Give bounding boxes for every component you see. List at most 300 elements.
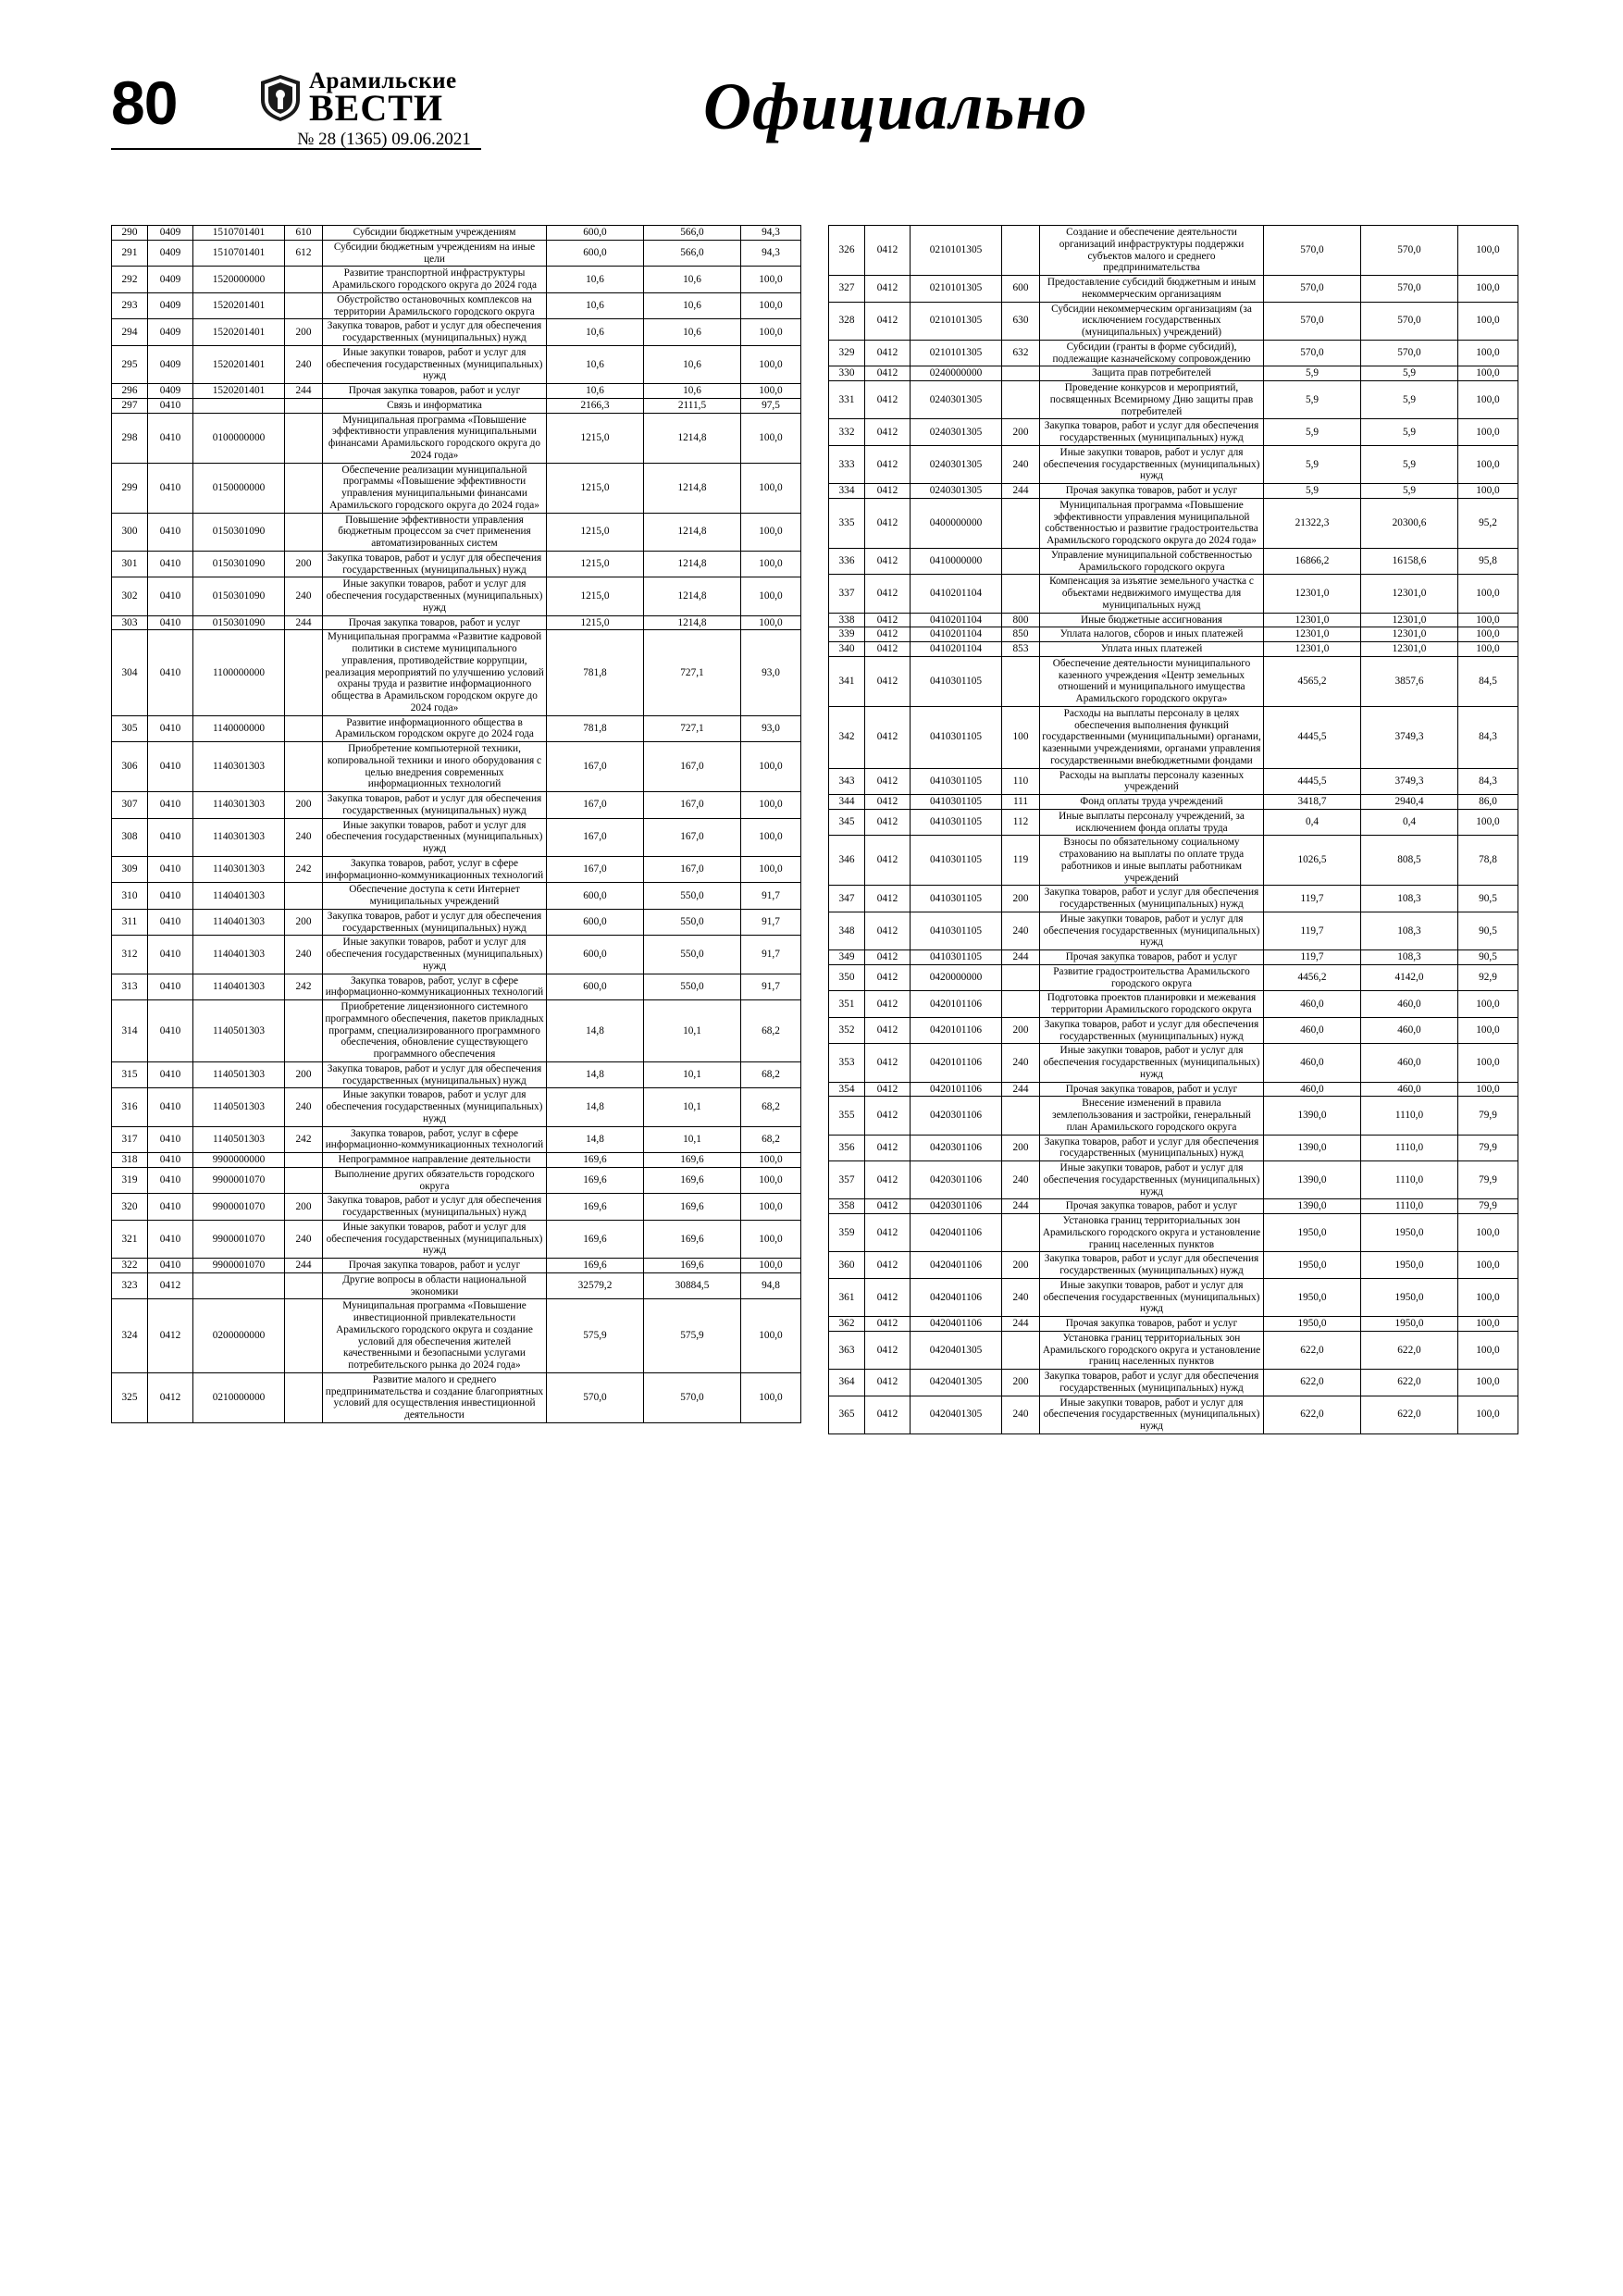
table-cell: 1140000000 (193, 715, 285, 742)
table-cell: 550,0 (644, 936, 741, 974)
table-cell (1002, 1331, 1040, 1369)
table-cell: 0410301105 (911, 912, 1002, 949)
table-cell: 0409 (148, 384, 193, 399)
table-cell: 100,0 (741, 792, 801, 819)
table-cell: 12301,0 (1361, 642, 1458, 657)
table-cell: 9900001070 (193, 1220, 285, 1258)
table-cell: 304 (112, 630, 148, 715)
table-cell: 169,6 (644, 1167, 741, 1194)
table-cell: 360 (829, 1252, 865, 1279)
table-cell: Развитие информационного общества в Арамильском городском округе до 2024 года (323, 715, 547, 742)
table-cell: 330 (829, 366, 865, 381)
table-cell: Закупка товаров, работ и услуг для обеспечения государственных (муниципальных) нужд (1040, 1252, 1264, 1279)
table-cell: 100,0 (1458, 1317, 1518, 1332)
table-cell: 100,0 (1458, 809, 1518, 836)
table-cell: 600,0 (547, 226, 644, 241)
table-cell: 244 (285, 615, 323, 630)
table-row (112, 463, 801, 513)
table-cell: 1215,0 (547, 577, 644, 615)
table-cell: Управление муниципальной собственностью Арамильского городского округа (1040, 548, 1264, 575)
table-cell: 0412 (865, 1252, 911, 1279)
table-cell: 10,6 (547, 345, 644, 383)
table-cell: 91,7 (741, 883, 801, 910)
table-cell: 68,2 (741, 1088, 801, 1126)
table-cell: 94,3 (741, 240, 801, 267)
table-cell: 340 (829, 642, 865, 657)
table-cell: 0412 (865, 950, 911, 965)
table-cell: 119,7 (1264, 912, 1361, 949)
table-cell: Муниципальная программа «Повышение эффективности управления муниципальной собственностью и развитие градостроительства Арамильского городского округа до 2024 года» (1040, 498, 1264, 548)
table-cell: 321 (112, 1220, 148, 1258)
table-cell: 0100000000 (193, 413, 285, 463)
table-cell: 16158,6 (1361, 548, 1458, 575)
table-cell: 550,0 (644, 909, 741, 936)
table-cell (285, 398, 323, 413)
table-cell: 0210101305 (911, 340, 1002, 366)
table-cell: Внесение изменений в правила землепользования и застройки, генеральный план Арамильского городского округа (1040, 1097, 1264, 1135)
table-row (829, 886, 1518, 912)
table-row (112, 1194, 801, 1221)
table-cell: 339 (829, 627, 865, 642)
table-row (829, 340, 1518, 366)
table-cell: 100,0 (741, 615, 801, 630)
table-cell: 10,6 (644, 267, 741, 293)
table-cell: 313 (112, 974, 148, 1000)
table-cell: 119,7 (1264, 950, 1361, 965)
table-cell: 1140301303 (193, 742, 285, 792)
table-cell: 100,0 (741, 1372, 801, 1422)
table-cell: Подготовка проектов планировки и межевания территории Арамильского городского округа (1040, 991, 1264, 1018)
table-cell: 0420101106 (911, 1082, 1002, 1097)
table-row (829, 1396, 1518, 1433)
table-cell: 32579,2 (547, 1272, 644, 1299)
table-cell: 0409 (148, 226, 193, 241)
table-cell: 550,0 (644, 974, 741, 1000)
table-cell: 200 (1002, 1370, 1040, 1396)
table-cell: 622,0 (1361, 1331, 1458, 1369)
table-cell: Непрограммное направление деятельности (323, 1153, 547, 1168)
table-cell (1002, 1214, 1040, 1252)
table-cell: 1215,0 (547, 551, 644, 577)
table-cell: 100,0 (1458, 1082, 1518, 1097)
table-cell: Закупка товаров, работ и услуг для обеспечения государственных (муниципальных) нужд (1040, 1370, 1264, 1396)
table-cell: 0150301090 (193, 615, 285, 630)
table-cell: 301 (112, 551, 148, 577)
table-cell (285, 883, 323, 910)
table-cell (285, 1000, 323, 1062)
table-row (112, 413, 801, 463)
table-cell: 0410 (148, 856, 193, 883)
table-cell: 302 (112, 577, 148, 615)
table-cell: Прочая закупка товаров, работ и услуг (323, 384, 547, 399)
table-cell: 290 (112, 226, 148, 241)
table-cell: 0420401305 (911, 1396, 1002, 1433)
table-cell: Иные выплаты персоналу учреждений, за исключением фонда оплаты труда (1040, 809, 1264, 836)
table-row (112, 384, 801, 399)
table-cell: 0412 (865, 1370, 911, 1396)
table-cell: 610 (285, 226, 323, 241)
table-cell: 1215,0 (547, 615, 644, 630)
table-cell: 5,9 (1264, 484, 1361, 499)
table-row (829, 1135, 1518, 1161)
table-cell: 111 (1002, 795, 1040, 810)
page-number: 80 (111, 68, 178, 137)
table-cell: 345 (829, 809, 865, 836)
table-cell: 92,9 (1458, 964, 1518, 991)
table-cell: 100,0 (1458, 991, 1518, 1018)
table-cell: 167,0 (644, 856, 741, 883)
table-cell: 293 (112, 292, 148, 319)
table-cell: 169,6 (547, 1259, 644, 1273)
table-cell: 200 (1002, 1252, 1040, 1279)
table-cell: Прочая закупка товаров, работ и услуг (1040, 1317, 1264, 1332)
table-cell: 570,0 (1361, 226, 1458, 276)
table-cell: 0410 (148, 577, 193, 615)
table-cell: 100,0 (1458, 445, 1518, 483)
table-row (112, 551, 801, 577)
table-cell: 10,1 (644, 1000, 741, 1062)
table-row (112, 715, 801, 742)
table-cell: 1140401303 (193, 909, 285, 936)
table-row (112, 1372, 801, 1422)
table-cell: 5,9 (1361, 445, 1458, 483)
table-cell: 10,6 (547, 319, 644, 346)
table-cell: Иные закупки товаров, работ и услуг для обеспечения государственных (муниципальных) нужд (1040, 1161, 1264, 1199)
table-cell: 2111,5 (644, 398, 741, 413)
table-cell (1002, 964, 1040, 991)
table-row (112, 883, 801, 910)
table-cell: 299 (112, 463, 148, 513)
table-cell: 336 (829, 548, 865, 575)
table-row (112, 1259, 801, 1273)
table-cell: 308 (112, 818, 148, 856)
table-cell: 0412 (865, 1097, 911, 1135)
table-cell: 100,0 (1458, 381, 1518, 419)
table-cell: 326 (829, 226, 865, 276)
table-cell: 334 (829, 484, 865, 499)
table-cell: 12301,0 (1264, 627, 1361, 642)
table-cell: 332 (829, 419, 865, 446)
table-cell: 0410 (148, 792, 193, 819)
table-cell: 1520000000 (193, 267, 285, 293)
table-cell: 0420401106 (911, 1252, 1002, 1279)
table-cell (285, 1299, 323, 1373)
table-cell: 10,6 (547, 267, 644, 293)
table-cell: 1215,0 (547, 463, 644, 513)
table-cell: 100,0 (741, 1153, 801, 1168)
table-cell: Иные закупки товаров, работ и услуг для обеспечения государственных (муниципальных) нужд (1040, 1396, 1264, 1433)
table-cell: 0210000000 (193, 1372, 285, 1422)
table-cell: 808,5 (1361, 836, 1458, 886)
table-cell: 362 (829, 1317, 865, 1332)
table-cell: 460,0 (1264, 1017, 1361, 1044)
table-cell: 12301,0 (1264, 613, 1361, 627)
table-cell: Прочая закупка товаров, работ и услуг (1040, 1199, 1264, 1214)
table-cell: 0410301105 (911, 950, 1002, 965)
table-cell: 68,2 (741, 1000, 801, 1062)
table-cell: Установка границ территориальных зон Арамильского городского округа и установление границ населенных пунктов (1040, 1331, 1264, 1369)
table-cell: 0412 (865, 484, 911, 499)
table-cell: 4445,5 (1264, 706, 1361, 768)
table-cell: 575,9 (547, 1299, 644, 1373)
table-cell: 240 (285, 936, 323, 974)
table-cell: 68,2 (741, 1126, 801, 1153)
table-cell: 1520201401 (193, 384, 285, 399)
table-cell (1002, 381, 1040, 419)
table-cell: 338 (829, 613, 865, 627)
table-cell: 0410 (148, 463, 193, 513)
table-cell: Приобретение компьютерной техники, копировальной техники и иного оборудования с целью внедрения современных информационных технологий (323, 742, 547, 792)
table-cell: 79,9 (1458, 1135, 1518, 1161)
table-cell: 91,7 (741, 974, 801, 1000)
table-cell: 365 (829, 1396, 865, 1433)
table-row (112, 292, 801, 319)
table-cell: 1390,0 (1264, 1135, 1361, 1161)
table-row (829, 656, 1518, 706)
table-cell: 298 (112, 413, 148, 463)
table-row (829, 642, 1518, 657)
table-cell: 169,6 (547, 1220, 644, 1258)
table-cell: 0412 (865, 1135, 911, 1161)
table-cell: Расходы на выплаты персоналу казенных учреждений (1040, 768, 1264, 795)
table-cell: 9900001070 (193, 1167, 285, 1194)
table-cell: 93,0 (741, 630, 801, 715)
table-columns (111, 225, 1518, 1434)
table-row (829, 768, 1518, 795)
table-row (112, 1220, 801, 1258)
table-cell: 240 (1002, 1161, 1040, 1199)
table-cell: 5,9 (1361, 484, 1458, 499)
table-cell: Уплата иных платежей (1040, 642, 1264, 657)
table-cell: 4445,5 (1264, 768, 1361, 795)
table-cell: 0410 (148, 1126, 193, 1153)
table-row (112, 577, 801, 615)
table-cell: 100,0 (1458, 276, 1518, 303)
table-cell: 240 (1002, 445, 1040, 483)
table-cell: 0412 (148, 1372, 193, 1422)
table-cell: Иные закупки товаров, работ и услуг для обеспечения государственных (муниципальных) нужд (323, 577, 547, 615)
table-cell: 200 (285, 1194, 323, 1221)
table-cell: 100,0 (741, 742, 801, 792)
table-cell: 0410301105 (911, 795, 1002, 810)
table-cell: 1140501303 (193, 1061, 285, 1088)
table-cell: 0420301106 (911, 1199, 1002, 1214)
table-cell: 0412 (865, 226, 911, 276)
table-cell: 622,0 (1264, 1331, 1361, 1369)
table-cell: 14,8 (547, 1126, 644, 1153)
table-cell: 337 (829, 575, 865, 613)
table-cell: 351 (829, 991, 865, 1018)
table-cell: 0412 (865, 642, 911, 657)
table-cell: Закупка товаров, работ и услуг для обеспечения государственных (муниципальных) нужд (1040, 419, 1264, 446)
table-cell: 0420101106 (911, 1017, 1002, 1044)
table-cell: 0400000000 (911, 498, 1002, 548)
table-cell: 354 (829, 1082, 865, 1097)
table-cell: 355 (829, 1097, 865, 1135)
table-cell: 1214,8 (644, 413, 741, 463)
table-cell: 0420401106 (911, 1317, 1002, 1332)
table-cell: 200 (285, 909, 323, 936)
table-cell: 325 (112, 1372, 148, 1422)
table-cell: 12301,0 (1264, 642, 1361, 657)
table-cell: 0420101106 (911, 1044, 1002, 1082)
table-row (112, 742, 801, 792)
table-cell: 1390,0 (1264, 1161, 1361, 1199)
table-cell: 2166,3 (547, 398, 644, 413)
table-cell: 296 (112, 384, 148, 399)
table-cell: 240 (285, 577, 323, 615)
table-cell: 9900001070 (193, 1194, 285, 1221)
table-cell: 100 (1002, 706, 1040, 768)
table-cell: 244 (1002, 950, 1040, 965)
table-cell: 1214,8 (644, 615, 741, 630)
table-cell: 0420401305 (911, 1331, 1002, 1369)
table-cell: 1390,0 (1264, 1199, 1361, 1214)
table-row (829, 950, 1518, 965)
table-cell: 316 (112, 1088, 148, 1126)
table-cell: 0410 (148, 630, 193, 715)
table-cell: 460,0 (1361, 991, 1458, 1018)
table-cell: 100,0 (741, 818, 801, 856)
table-cell: 12301,0 (1264, 575, 1361, 613)
table-cell: 4142,0 (1361, 964, 1458, 991)
table-cell: 100,0 (741, 1167, 801, 1194)
table-cell: 0412 (865, 419, 911, 446)
table-row (829, 484, 1518, 499)
table-cell: 335 (829, 498, 865, 548)
table-row (829, 366, 1518, 381)
table-row (829, 1044, 1518, 1082)
table-cell: 100,0 (741, 1194, 801, 1221)
table-cell: 0412 (865, 1044, 911, 1082)
table-row (829, 445, 1518, 483)
table-cell: 3749,3 (1361, 768, 1458, 795)
table-cell: Закупка товаров, работ, услуг в сфере информационно-коммуникационных технологий (323, 856, 547, 883)
table-cell: Закупка товаров, работ и услуг для обеспечения государственных (муниципальных) нужд (1040, 1135, 1264, 1161)
table-cell: 10,6 (547, 292, 644, 319)
table-cell: 0410 (148, 883, 193, 910)
table-cell: 358 (829, 1199, 865, 1214)
table-cell: 570,0 (1361, 340, 1458, 366)
table-cell: 100,0 (1458, 1017, 1518, 1044)
table-cell (1002, 656, 1040, 706)
table-cell: 68,2 (741, 1061, 801, 1088)
table-cell (193, 398, 285, 413)
logo-line-1: Арамильские (309, 68, 457, 93)
table-cell: 318 (112, 1153, 148, 1168)
table-cell: 200 (1002, 1135, 1040, 1161)
table-cell: 0410301105 (911, 809, 1002, 836)
table-cell: Обеспечение доступа к сети Интернет муниципальных учреждений (323, 883, 547, 910)
table-cell: 10,1 (644, 1088, 741, 1126)
table-cell: 460,0 (1264, 1044, 1361, 1082)
table-cell: 0410 (148, 1061, 193, 1088)
table-cell: Взносы по обязательному социальному страхованию на выплаты по оплате труда работников и иные выплаты работникам учреждений (1040, 836, 1264, 886)
table-cell: 240 (285, 818, 323, 856)
table-cell: 0409 (148, 345, 193, 383)
table-cell: 0412 (865, 366, 911, 381)
table-cell (285, 1167, 323, 1194)
table-cell: 0420401106 (911, 1278, 1002, 1316)
table-cell: Обеспечение деятельности муниципального казенного учреждения «Центр земельных отношений и муниципального имущества Арамильского городского округа» (1040, 656, 1264, 706)
table-cell: 566,0 (644, 226, 741, 241)
table-cell: 1100000000 (193, 630, 285, 715)
table-cell: 0240301305 (911, 381, 1002, 419)
table-cell: 0412 (865, 912, 911, 949)
table-cell: 0409 (148, 240, 193, 267)
table-row (112, 615, 801, 630)
table-cell: 460,0 (1361, 1044, 1458, 1082)
table-row (112, 856, 801, 883)
table-cell: 460,0 (1264, 1082, 1361, 1097)
table-cell: 2940,4 (1361, 795, 1458, 810)
table-cell: 167,0 (547, 792, 644, 819)
table-cell: Прочая закупка товаров, работ и услуг (1040, 484, 1264, 499)
table-cell: 244 (1002, 1317, 1040, 1332)
table-cell: Защита прав потребителей (1040, 366, 1264, 381)
table-cell: 200 (1002, 419, 1040, 446)
table-cell: 570,0 (1264, 276, 1361, 303)
table-cell: Прочая закупка товаров, работ и услуг (1040, 950, 1264, 965)
table-row (112, 974, 801, 1000)
table-cell: 14,8 (547, 1088, 644, 1126)
table-cell: 0410 (148, 551, 193, 577)
table-cell: 12301,0 (1361, 575, 1458, 613)
table-cell: 0410000000 (911, 548, 1002, 575)
table-cell: Закупка товаров, работ и услуг для обеспечения государственных (муниципальных) нужд (323, 792, 547, 819)
table-cell: Развитие малого и среднего предпринимательства и создание благоприятных условий для осуществления инвестиционной деятельности (323, 1372, 547, 1422)
table-cell: 0412 (865, 498, 911, 548)
table-cell: 100,0 (741, 551, 801, 577)
table-cell: 167,0 (644, 818, 741, 856)
table-cell: 0412 (865, 836, 911, 886)
table-cell: Муниципальная программа «Повышение эффективности управления муниципальными финансами Арамильского городского округа до 2024 года» (323, 413, 547, 463)
table-cell: 850 (1002, 627, 1040, 642)
table-cell: 0410 (148, 1194, 193, 1221)
table-cell: 1950,0 (1361, 1278, 1458, 1316)
table-cell: 0410 (148, 936, 193, 974)
table-row (829, 836, 1518, 886)
table-row (112, 630, 801, 715)
table-cell: 0420301106 (911, 1161, 1002, 1199)
table-cell: 341 (829, 656, 865, 706)
table-cell: 357 (829, 1161, 865, 1199)
table-cell: 100,0 (741, 1220, 801, 1258)
right-column (828, 225, 1518, 1434)
table-cell: 853 (1002, 642, 1040, 657)
table-row (829, 419, 1518, 446)
table-cell: 630 (1002, 302, 1040, 340)
table-cell: 0412 (865, 276, 911, 303)
table-cell: Предоставление субсидий бюджетным и иным некоммерческим организациям (1040, 276, 1264, 303)
table-cell: 328 (829, 302, 865, 340)
table-cell: 600,0 (547, 240, 644, 267)
table-cell: 0410301105 (911, 768, 1002, 795)
table-cell: Иные закупки товаров, работ и услуг для обеспечения государственных (муниципальных) нужд (323, 1088, 547, 1126)
table-row (829, 795, 1518, 810)
table-cell: 0410201104 (911, 575, 1002, 613)
table-cell: 1510701401 (193, 240, 285, 267)
table-cell: 86,0 (1458, 795, 1518, 810)
table-cell: 1215,0 (547, 413, 644, 463)
table-cell: 169,6 (644, 1153, 741, 1168)
table-cell: 322 (112, 1259, 148, 1273)
table-cell: 10,1 (644, 1126, 741, 1153)
table-cell: 240 (1002, 1396, 1040, 1433)
table-cell: 0412 (148, 1299, 193, 1373)
table-cell: 0410 (148, 974, 193, 1000)
table-cell: 0410 (148, 715, 193, 742)
